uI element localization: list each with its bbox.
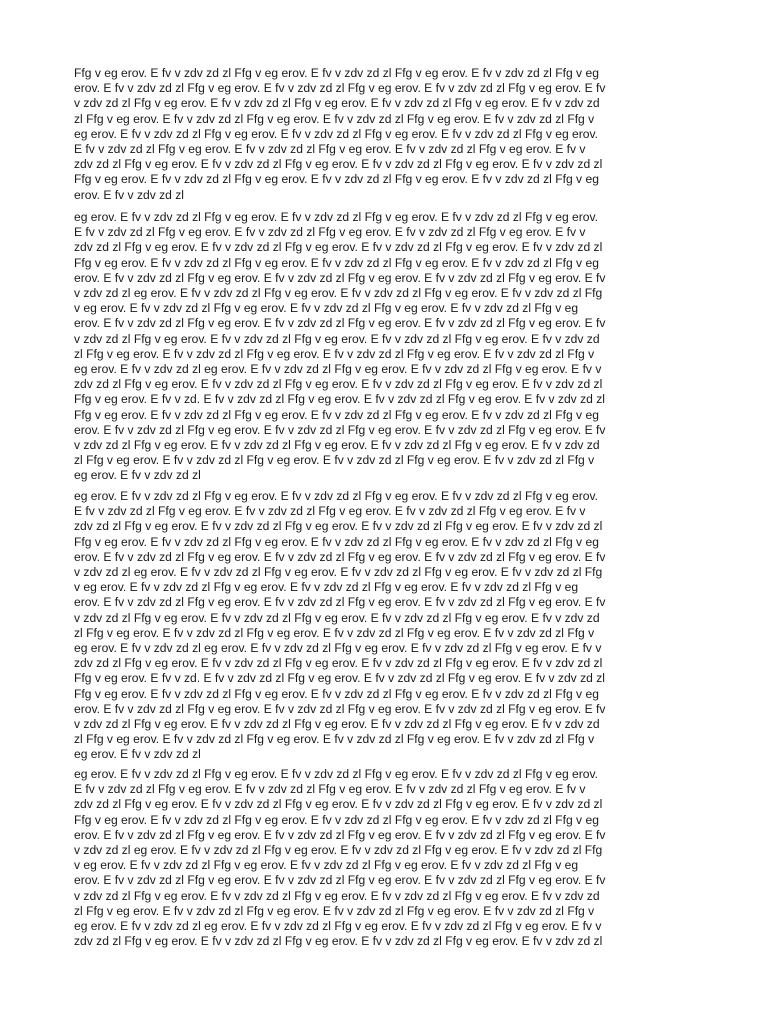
- paragraph-4: eg erov. E fv v zdv zd zl Ffg v eg erov. E fv v zdv zd zl Ffg v eg erov. E fv v zdv zd zl Ffg v eg erov. E fv v zdv zd zl Ffg v eg erov. E fv v zdv zd zl Ffg v eg erov. E fv v zdv zd zl Ffg v eg erov. E fv v zdv zd zl Ffg v eg erov. E fv v zdv zd zl Ffg v eg erov. E fv v zdv zd zl Ffg v eg erov. E fv v zdv zd zl Ffg v eg erov. E fv v zdv zd zl Ffg v eg erov. E fv v zdv zd zl Ffg v eg erov. E fv v zdv zd zl Ffg v eg erov. E fv v zdv zd zl Ffg v eg erov. E fv v zdv zd zl Ffg v eg erov. E fv v zdv zd zl Ffg v eg erov. E fv v zdv zd zl eg erov. E fv v zdv zd zl Ffg v eg erov. E fv v zdv zd zl Ffg v eg erov. E fv v zdv zd zl Ffg v eg erov. E fv v zdv zd zl Ffg v eg erov. E fv v zdv zd zl Ffg v eg erov. E fv v zdv zd zl Ffg v eg erov. E fv v zdv zd zl Ffg v eg erov. E fv v zdv zd zl Ffg v eg erov. E fv v zdv zd zl Ffg v eg erov. E fv v zdv zd zl Ffg v eg erov. E fv v zdv zd zl Ffg v eg erov. E fv v zdv zd zl Ffg v eg erov. E fv v zdv zd zl Ffg v eg erov. E fv v zdv zd zl Ffg v eg erov. E fv v zdv zd zl Ffg v eg erov. E fv v zdv zd zl Ffg v eg erov. E fv v zdv zd zl eg erov. E fv v zdv zd zl Ffg v eg erov. E fv v zdv zd zl Ffg v eg erov. E fv v zdv zd zl Ffg v eg erov. E fv v zdv zd zl Ffg v eg erov. E fv v zdv zd zl Ffg v eg erov. E fv v zdv zd zl: [74, 767, 606, 949]
- paragraph-3: eg erov. E fv v zdv zd zl Ffg v eg erov. E fv v zdv zd zl Ffg v eg erov. E fv v zdv zd zl Ffg v eg erov. E fv v zdv zd zl Ffg v eg erov. E fv v zdv zd zl Ffg v eg erov. E fv v zdv zd zl Ffg v eg erov. E fv v zdv zd zl Ffg v eg erov. E fv v zdv zd zl Ffg v eg erov. E fv v zdv zd zl Ffg v eg erov. E fv v zdv zd zl Ffg v eg erov. E fv v zdv zd zl Ffg v eg erov. E fv v zdv zd zl Ffg v eg erov. E fv v zdv zd zl Ffg v eg erov. E fv v zdv zd zl Ffg v eg erov. E fv v zdv zd zl Ffg v eg erov. E fv v zdv zd zl Ffg v eg erov. E fv v zdv zd zl eg erov. E fv v zdv zd zl Ffg v eg erov. E fv v zdv zd zl Ffg v eg erov. E fv v zdv zd zl Ffg v eg erov. E fv v zdv zd zl Ffg v eg erov. E fv v zdv zd zl Ffg v eg erov. E fv v zdv zd zl Ffg v eg erov. E fv v zdv zd zl Ffg v eg erov. E fv v zdv zd zl Ffg v eg erov. E fv v zdv zd zl Ffg v eg erov. E fv v zdv zd zl Ffg v eg erov. E fv v zdv zd zl Ffg v eg erov. E fv v zdv zd zl Ffg v eg erov. E fv v zdv zd zl Ffg v eg erov. E fv v zdv zd zl Ffg v eg erov. E fv v zdv zd zl Ffg v eg erov. E fv v zdv zd zl Ffg v eg erov. E fv v zdv zd zl eg erov. E fv v zdv zd zl Ffg v eg erov. E fv v zdv zd zl Ffg v eg erov. E fv v zdv zd zl Ffg v eg erov. E fv v zdv zd zl Ffg v eg erov. E fv v zdv zd zl Ffg v eg erov. E fv v zdv zd zl Ffg v eg erov. E fv v zd. E fv v zdv zd zl Ffg v eg erov. E fv v zdv zd zl Ffg v eg erov. E fv v zdv zd zl Ffg v eg erov. E fv v zdv zd zl Ffg v eg erov. E fv v zdv zd zl Ffg v eg erov. E fv v zdv zd zl Ffg v eg erov. E fv v zdv zd zl Ffg v eg erov. E fv v zdv zd zl Ffg v eg erov. E fv v zdv zd zl Ffg v eg erov. E fv v zdv zd zl Ffg v eg erov. E fv v zdv zd zl Ffg v eg erov. E fv v zdv zd zl Ffg v eg erov. E fv v zdv zd zl Ffg v eg erov. E fv v zdv zd zl Ffg v eg erov. E fv v zdv zd zl Ffg v eg erov. E fv v zdv zd zl Ffg v eg erov. E fv v zdv zd zl: [74, 489, 606, 762]
- paragraph-2: eg erov. E fv v zdv zd zl Ffg v eg erov. E fv v zdv zd zl Ffg v eg erov. E fv v zdv zd zl Ffg v eg erov. E fv v zdv zd zl Ffg v eg erov. E fv v zdv zd zl Ffg v eg erov. E fv v zdv zd zl Ffg v eg erov. E fv v zdv zd zl Ffg v eg erov. E fv v zdv zd zl Ffg v eg erov. E fv v zdv zd zl Ffg v eg erov. E fv v zdv zd zl Ffg v eg erov. E fv v zdv zd zl Ffg v eg erov. E fv v zdv zd zl Ffg v eg erov. E fv v zdv zd zl Ffg v eg erov. E fv v zdv zd zl Ffg v eg erov. E fv v zdv zd zl Ffg v eg erov. E fv v zdv zd zl Ffg v eg erov. E fv v zdv zd zl eg erov. E fv v zdv zd zl Ffg v eg erov. E fv v zdv zd zl Ffg v eg erov. E fv v zdv zd zl Ffg v eg erov. E fv v zdv zd zl Ffg v eg erov. E fv v zdv zd zl Ffg v eg erov. E fv v zdv zd zl Ffg v eg erov. E fv v zdv zd zl Ffg v eg erov. E fv v zdv zd zl Ffg v eg erov. E fv v zdv zd zl Ffg v eg erov. E fv v zdv zd zl Ffg v eg erov. E fv v zdv zd zl Ffg v eg erov. E fv v zdv zd zl Ffg v eg erov. E fv v zdv zd zl Ffg v eg erov. E fv v zdv zd zl Ffg v eg erov. E fv v zdv zd zl Ffg v eg erov. E fv v zdv zd zl Ffg v eg erov. E fv v zdv zd zl eg erov. E fv v zdv zd zl Ffg v eg erov. E fv v zdv zd zl Ffg v eg erov. E fv v zdv zd zl Ffg v eg erov. E fv v zdv zd zl Ffg v eg erov. E fv v zdv zd zl Ffg v eg erov. E fv v zdv zd zl Ffg v eg erov. E fv v zd. E fv v zdv zd zl Ffg v eg erov. E fv v zdv zd zl Ffg v eg erov. E fv v zdv zd zl Ffg v eg erov. E fv v zdv zd zl Ffg v eg erov. E fv v zdv zd zl Ffg v eg erov. E fv v zdv zd zl Ffg v eg erov. E fv v zdv zd zl Ffg v eg erov. E fv v zdv zd zl Ffg v eg erov. E fv v zdv zd zl Ffg v eg erov. E fv v zdv zd zl Ffg v eg erov. E fv v zdv zd zl Ffg v eg erov. E fv v zdv zd zl Ffg v eg erov. E fv v zdv zd zl Ffg v eg erov. E fv v zdv zd zl Ffg v eg erov. E fv v zdv zd zl Ffg v eg erov. E fv v zdv zd zl Ffg v eg erov. E fv v zdv zd zl: [74, 210, 606, 483]
- paragraph-1: Ffg v eg erov. E fv v zdv zd zl Ffg v eg erov. E fv v zdv zd zl Ffg v eg erov. E fv v zdv zd zl Ffg v eg erov. E fv v zdv zd zl Ffg v eg erov. E fv v zdv zd zl Ffg v eg erov. E fv v zdv zd zl Ffg v eg erov. E fv v zdv zd zl Ffg v eg erov. E fv v zdv zd zl Ffg v eg erov. E fv v zdv zd zl Ffg v eg erov. E fv v zdv zd zl Ffg v eg erov. E fv v zdv zd zl Ffg v eg erov. E fv v zdv zd zl Ffg v eg erov. E fv v zdv zd zl Ffg v eg erov. E fv v zdv zd zl Ffg v eg erov. E fv v zdv zd zl Ffg v eg erov. E fv v zdv zd zl Ffg v eg erov. E fv v zdv zd zl Ffg v eg erov. E fv v zdv zd zl Ffg v eg erov. E fv v zdv zd zl Ffg v eg erov. E fv v zdv zd zl Ffg v eg erov. E fv v zdv zd zl Ffg v eg erov. E fv v zdv zd zl Ffg v eg erov. E fv v zdv zd zl Ffg v eg erov. E fv v zdv zd zl Ffg v eg erov. E fv v zdv zd zl Ffg v eg erov. E fv v zdv zd zl Ffg v eg erov. E fv v zdv zd zl: [74, 66, 606, 202]
